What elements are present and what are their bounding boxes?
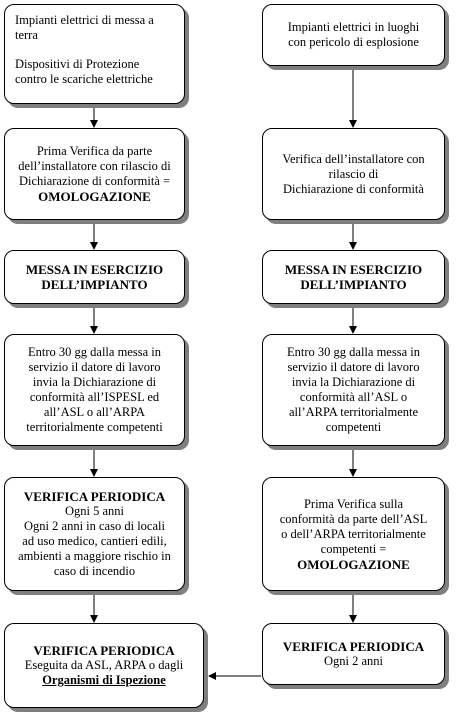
right-box-prima-verifica-asl (262, 477, 445, 591)
box-text-line-bold: VERIFICA PERIODICA (23, 489, 166, 504)
box-text-line-bold: MESSA IN ESERCIZIO (25, 262, 164, 277)
box-text-line: Dispositivi di Protezione (15, 57, 140, 71)
box-text-line: invia la Dichiarazione di (291, 375, 416, 389)
box-text-line: invia la Dichiarazione di (32, 375, 157, 389)
box-text-line: Entro 30 gg dalla messa in (287, 345, 420, 359)
box-text-line-bold: OMOLOGAZIONE (297, 556, 410, 572)
left-box-messa-in-esercizio (4, 250, 185, 304)
box-text-line: rilascio di (328, 166, 379, 181)
box-text-line-bold: DELL’IMPIANTO (41, 277, 148, 292)
box-text-line-bold: VERIFICA PERIODICA (282, 639, 425, 654)
left-box-verifica-periodica-organismi (4, 623, 204, 708)
box-text-line: terra (15, 28, 38, 42)
box-text-line: Ogni 2 anni in caso di locali (24, 519, 165, 533)
box-text-line-bold: MESSA IN ESERCIZIO (284, 262, 423, 277)
box-text-line: dell’installatore con rilascio di (18, 159, 171, 173)
box-text-line: conformità all’ASL o (299, 390, 408, 404)
box-text-line: o dell’ARPA territorialmente (281, 526, 426, 541)
box-text-line: Dichiarazione di conformità (283, 181, 424, 196)
right-box-luoghi-pericolo-esplosione (262, 4, 445, 66)
box-text-line: ambienti a maggiore rischio in (18, 549, 171, 563)
box-text-line: Prima Verifica da parte (36, 144, 153, 158)
box-text-line: Eseguita da ASL, ARPA o dagli (24, 658, 184, 672)
left-box-entro-30-gg (4, 334, 185, 446)
right-box-verifica-installatore (262, 128, 445, 220)
box-text-line: Dichiarazione di conformità = (18, 174, 171, 188)
box-text-line: ad uso medico, cantieri edili, (22, 534, 167, 548)
left-box-impianti-messa-a-terra (4, 4, 185, 104)
box-text-line-bold: VERIFICA PERIODICA (33, 643, 175, 658)
box-text-line: Impianti elettrici di messa a (15, 13, 154, 27)
box-text-line: caso di incendio (53, 564, 136, 578)
box-text-line: conformità da parte dell’ASL (279, 511, 428, 526)
box-text-line: territorialmente competenti (26, 420, 163, 434)
box-text-line: Verifica dell’installatore con (282, 151, 425, 166)
box-text-line: conformità all’ISPESL ed (29, 390, 160, 404)
box-text-line: all’ASL o all’ARPA (43, 405, 146, 419)
box-text-line: Entro 30 gg dalla messa in (28, 345, 161, 359)
box-text-line: competenti = (320, 541, 387, 556)
box-text-line: Impianti elettrici in luoghi (287, 20, 420, 34)
box-text-line: Ogni 2 anni (323, 654, 384, 668)
box-text-line: Ogni 5 anni (64, 504, 125, 518)
left-box-prima-verifica (4, 128, 185, 220)
box-text-line: Prima Verifica sulla (303, 496, 404, 511)
right-box-entro-30-gg (262, 334, 445, 446)
left-box-verifica-periodica-5-anni (4, 477, 185, 591)
box-text-line: competenti (325, 420, 382, 434)
box-text-line: con pericolo di esplosione (288, 35, 419, 49)
box-text-line-bold: Organismi di Ispezione (42, 673, 166, 687)
box-text-line: servizio il datore di lavoro (287, 360, 420, 374)
right-box-verifica-periodica-2-anni (262, 623, 445, 685)
box-text-line: contro le scariche elettriche (15, 72, 153, 86)
right-box-messa-in-esercizio (262, 250, 445, 304)
box-text-line: all’ARPA territorialmente (288, 405, 419, 419)
box-text-line-bold: DELL’IMPIANTO (300, 277, 407, 292)
box-text-line: servizio il datore di lavoro (28, 360, 161, 374)
box-text-line-bold: OMOLOGAZIONE (38, 189, 151, 204)
